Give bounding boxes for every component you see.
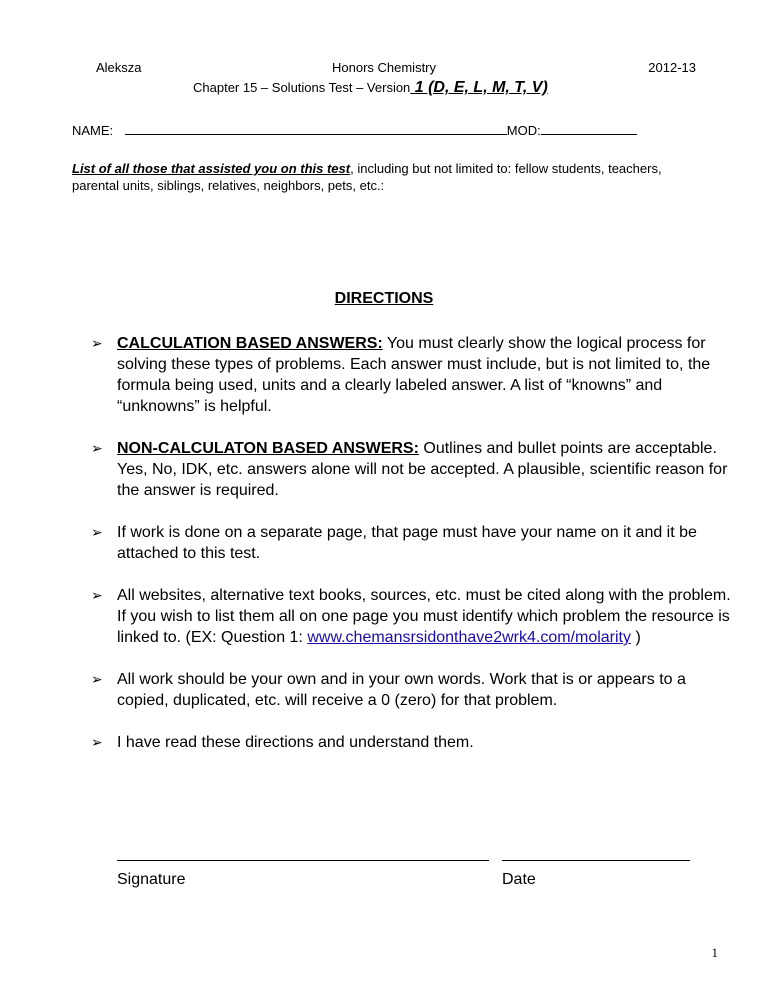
example-link[interactable]: www.chemansrsidonthave2wrk4.com/molarity xyxy=(307,629,631,646)
signature-field[interactable] xyxy=(117,860,489,861)
date-label: Date xyxy=(502,871,536,888)
direction-item-calculation xyxy=(91,333,731,417)
header-course: Honors Chemistry xyxy=(331,60,437,75)
direction-text: You must clearly show the logical process for solving these types of problems. Each answer must include, but is not limited to, the formula being used, units and a clearly labeled answer. A list of “knowns” and “unknowns” is helpful. xyxy=(117,335,711,415)
name-field[interactable] xyxy=(125,122,507,135)
page-number: 1 xyxy=(711,945,718,960)
subtitle-text: Chapter 15 – Solutions Test – Version xyxy=(193,80,411,95)
arrowhead-bullet-icon: ➢ xyxy=(91,734,103,750)
test-subtitle xyxy=(193,80,548,96)
direction-item-own-work xyxy=(91,669,731,711)
mod-label: MOD: xyxy=(506,123,541,138)
date-field[interactable] xyxy=(502,860,690,861)
direction-text: Outlines and bullet points are acceptable. Yes, No, IDK, etc. answers alone will not be accepted. A plausible, scientific reason for the answer is required. xyxy=(117,440,728,499)
name-mod-line xyxy=(72,122,637,138)
direction-item-citations xyxy=(91,585,731,648)
direction-text-after: ) xyxy=(631,629,641,646)
arrowhead-bullet-icon: ➢ xyxy=(91,587,103,603)
header-teacher: Aleksza xyxy=(96,60,142,75)
version-value: 1 (D, E, L, M, T, V) xyxy=(410,79,548,96)
name-label: NAME: xyxy=(72,123,114,138)
arrowhead-bullet-icon: ➢ xyxy=(91,524,103,540)
arrowhead-bullet-icon: ➢ xyxy=(91,335,103,351)
direction-text: If work is done on a separate page, that page must have your name on it and it be attached to this test. xyxy=(117,524,697,562)
direction-item-separate-page xyxy=(91,522,731,564)
directions-list xyxy=(91,333,731,753)
arrowhead-bullet-icon: ➢ xyxy=(91,440,103,456)
direction-lead: NON-CALCULATON BASED ANSWERS: xyxy=(117,440,419,457)
direction-text: All work should be your own and in your own words. Work that is or appears to a copied, duplicated, etc. will receive a 0 (zero) for that problem. xyxy=(117,671,686,709)
header-year: 2012-13 xyxy=(648,60,696,75)
assistance-heading: List of all those that assisted you on this test xyxy=(72,161,351,176)
assistance-prompt xyxy=(72,160,702,194)
direction-lead: CALCULATION BASED ANSWERS: xyxy=(117,335,383,352)
direction-item-acknowledge xyxy=(91,732,731,753)
mod-field[interactable] xyxy=(541,122,637,135)
direction-text: All websites, alternative text books, sources, etc. must be cited along with the problem. If you wish to list them all on one page you must identify which problem the resource is linked to. (EX: Question 1: xyxy=(117,587,731,646)
direction-text: I have read these directions and understand them. xyxy=(117,734,474,751)
directions-title: DIRECTIONS xyxy=(334,290,434,307)
direction-item-non-calculation xyxy=(91,438,731,501)
signature-label: Signature xyxy=(117,871,186,888)
arrowhead-bullet-icon: ➢ xyxy=(91,671,103,687)
assistance-text: , including but not limited to: fellow students, teachers, parental units, siblings, relatives, neighbors, pets, etc.: xyxy=(72,161,662,193)
